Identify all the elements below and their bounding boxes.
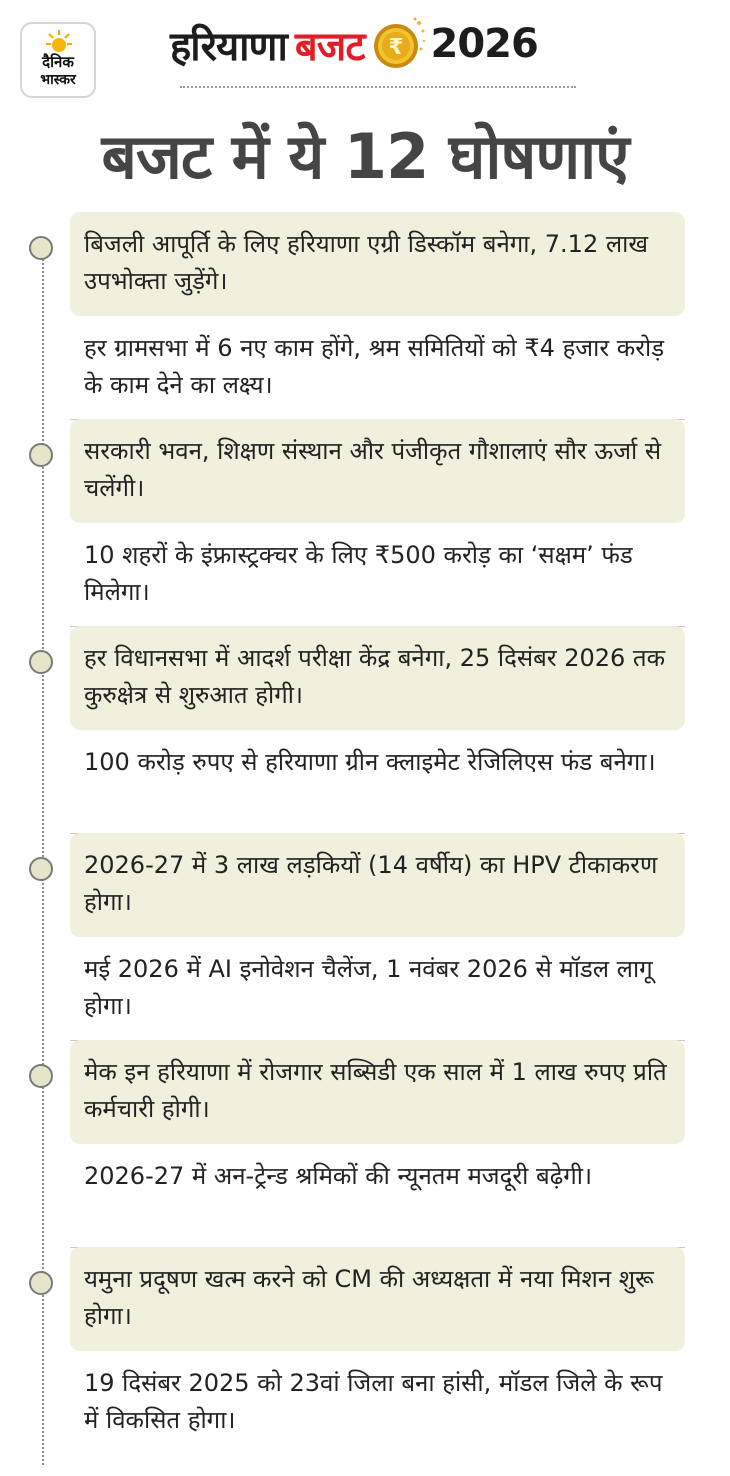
announcement-text: हर विधानसभा में आदर्श परीक्षा केंद्र बनेगा, 25 दिसंबर 2026 तक कुरुक्षेत्र से शुरुआत होगी।	[84, 644, 666, 709]
announcement-text: हर ग्रामसभा में 6 नए काम होंगे, श्रम समितियों को ₹4 हजार करोड़ के काम देने का लक्ष्य।	[84, 334, 665, 399]
header	[0, 0, 730, 100]
rupee-coin-icon	[369, 15, 427, 73]
list-item	[70, 1144, 685, 1248]
announcement-text: 100 करोड़ रुपए से हरियाणा ग्रीन क्लाइमेट रेजिलिएस फंड बनेगा।	[84, 748, 656, 776]
brand-year: 2026	[430, 21, 538, 67]
list-item	[70, 523, 685, 627]
brand-budget: बजट	[294, 23, 365, 70]
list-item	[70, 937, 685, 1041]
list-item	[70, 316, 685, 420]
timeline-dot-icon	[29, 443, 53, 467]
list-item	[70, 833, 685, 937]
announcement-text: 19 दिसंबर 2025 को 23वां जिला बना हांसी, मॉडल जिले के रूप में विकसित होगा।	[84, 1369, 663, 1434]
announcement-text: बिजली आपूर्ति के लिए हरियाणा एग्री डिस्कॉम बनेगा, 7.12 लाख उपभोक्ता जुड़ेंगे।	[84, 230, 648, 295]
announcement-text: मई 2026 में AI इनोवेशन चैलेंज, 1 नवंबर 2026 से मॉडल लागू होगा।	[84, 955, 653, 1020]
list-item	[70, 1040, 685, 1144]
announcement-text: 10 शहरों के इंफ्रास्ट्रक्चर के लिए ₹500 करोड़ का ‘सक्षम’ फंड मिलेगा।	[84, 541, 633, 606]
sun-logo-icon	[46, 30, 72, 52]
timeline-dot-icon	[29, 650, 53, 674]
list-item	[70, 1351, 685, 1455]
list-item	[70, 626, 685, 730]
dainik-bhaskar-logo[interactable]	[20, 22, 96, 98]
announcement-text: 2026-27 में अन-ट्रेन्ड श्रमिकों की न्यूनतम मजदूरी बढ़ेगी।	[84, 1162, 593, 1190]
list-item	[70, 1247, 685, 1351]
announcement-text: यमुना प्रदूषण खत्म करने को CM की अध्यक्षता में नया मिशन शुरू होगा।	[84, 1265, 654, 1330]
announcement-list	[70, 212, 685, 1455]
announcement-text: मेक इन हरियाणा में रोजगार सब्सिडी एक साल में 1 लाख रुपए प्रति कर्मचारी होगी।	[84, 1058, 667, 1123]
list-item	[70, 419, 685, 523]
logo-text-line1: दैनिक	[42, 53, 74, 71]
announcement-text: 2026-27 में 3 लाख लड़कियों (14 वर्षीय) का HPV टीकाकरण होगा।	[84, 851, 658, 916]
announcement-text: सरकारी भवन, शिक्षण संस्थान और पंजीकृत गौशालाएं सौर ऊर्जा से चलेंगी।	[84, 437, 662, 502]
brand-state: हरियाणा	[170, 23, 287, 70]
brand-divider	[180, 86, 576, 88]
list-item	[70, 212, 685, 316]
timeline-dot-icon	[29, 1271, 53, 1295]
timeline-dot-icon	[29, 236, 53, 260]
logo-text-line2: भास्कर	[40, 72, 76, 88]
timeline-dot-icon	[29, 857, 53, 881]
page-title: बजट में ये 12 घोषणाएं	[101, 120, 629, 193]
timeline-dot-icon	[29, 1064, 53, 1088]
list-item	[70, 730, 685, 834]
budget-brand-title	[170, 14, 590, 74]
svg-text:₹: ₹	[387, 35, 404, 60]
